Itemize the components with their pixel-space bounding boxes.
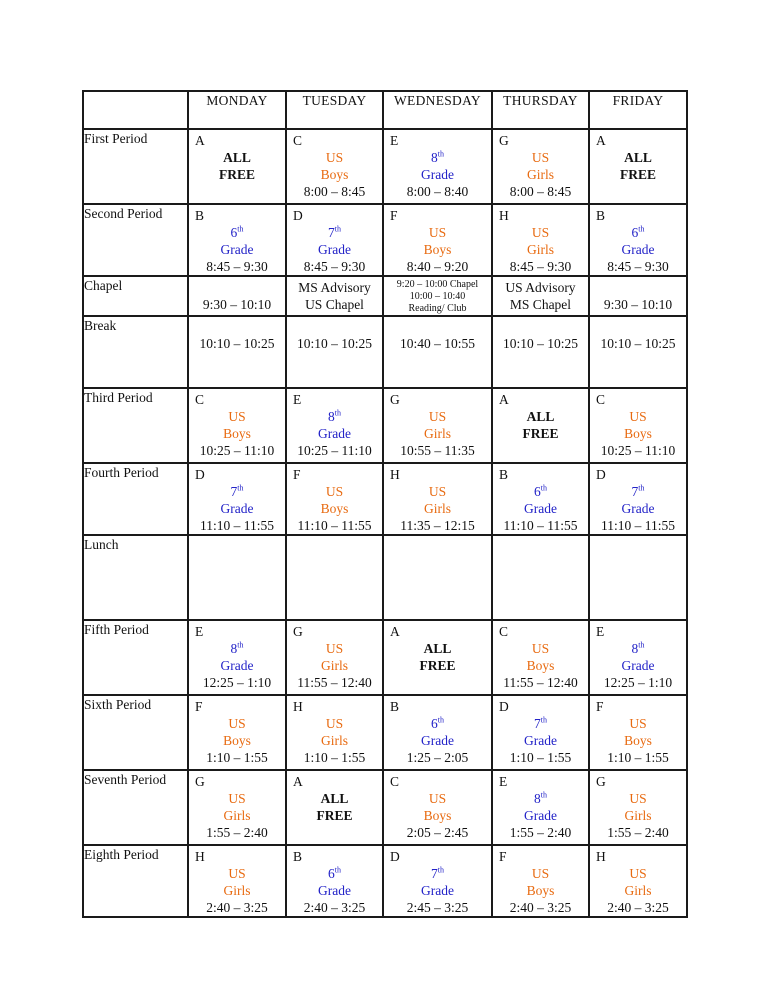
time-range: 1:10 – 1:55: [303, 750, 366, 765]
slot-friday: [589, 276, 687, 316]
day-header-monday: MONDAY: [188, 91, 286, 129]
block-code: A: [390, 624, 400, 639]
block-code: C: [293, 133, 303, 148]
grade-number: 7th: [230, 483, 244, 499]
block-code: G: [195, 774, 205, 789]
period-label: Lunch: [83, 535, 188, 620]
grade-label: Grade: [524, 733, 557, 748]
block-code: A: [499, 392, 509, 407]
time-range: 8:00 – 8:45: [303, 184, 366, 199]
slot-thursday: [492, 204, 589, 276]
group-label: Girls: [424, 501, 451, 516]
time-range: 1:10 – 1:55: [206, 750, 268, 765]
division-label: US: [428, 225, 447, 240]
time-range: 10:10 – 10:25: [199, 336, 275, 351]
block-code: G: [293, 624, 303, 639]
free-label: ALL: [223, 150, 251, 165]
block-code: B: [390, 699, 400, 714]
block-code: A: [596, 133, 606, 148]
block-code: D: [293, 208, 303, 223]
group-label: Boys: [223, 426, 251, 441]
schedule-table: [82, 90, 688, 918]
division-label: US: [325, 150, 344, 165]
grade-number: 8th: [631, 640, 645, 656]
table-row: [83, 388, 687, 463]
block-code: B: [195, 208, 205, 223]
division-label: US: [228, 716, 246, 731]
grade-suffix: th: [437, 149, 444, 159]
period-label: First Period: [83, 129, 188, 204]
free-label: FREE: [316, 808, 353, 823]
slot-tuesday: [286, 463, 383, 535]
slot-tuesday: [286, 388, 383, 463]
grade-suffix: th: [334, 224, 341, 234]
slot-wednesday: [383, 129, 492, 204]
free-label: FREE: [419, 658, 456, 673]
slot-monday: [188, 695, 286, 770]
time-range: 10:10 – 10:25: [600, 336, 676, 351]
table-row: [83, 463, 687, 535]
division-label: US: [325, 641, 344, 656]
grade-number: 6th: [431, 715, 444, 731]
slot-tuesday: [286, 620, 383, 695]
table-row: [83, 316, 687, 388]
slot-wednesday: [383, 845, 492, 917]
grade-number: 8th: [230, 640, 244, 656]
division-label: US: [629, 791, 647, 806]
grade-label: Grade: [318, 426, 351, 441]
slot-friday: [589, 463, 687, 535]
slot-friday: [589, 204, 687, 276]
block-code: G: [390, 392, 400, 407]
time-range: 10:25 – 11:10: [297, 443, 372, 458]
period-label: Eighth Period: [83, 845, 188, 917]
free-label: ALL: [320, 791, 349, 806]
group-label: Girls: [624, 883, 652, 898]
division-label: US: [629, 866, 647, 881]
grade-number: 6th: [534, 483, 547, 499]
slot-monday: [188, 204, 286, 276]
time-range: 8:40 – 9:20: [406, 259, 469, 274]
group-label: Girls: [424, 426, 451, 441]
table-row: [83, 620, 687, 695]
time-range: 11:10 – 11:55: [601, 518, 675, 533]
slot-wednesday: [383, 770, 492, 845]
time-range: 10:10 – 10:25: [296, 336, 372, 351]
time-range: 10:25 – 11:10: [199, 443, 275, 458]
block-code: D: [499, 699, 509, 714]
slot-wednesday: [383, 463, 492, 535]
group-label: Boys: [320, 167, 349, 182]
grade-label: Grade: [220, 242, 254, 257]
group-label: Girls: [321, 658, 348, 673]
chapel-time: 9:20 – 10:00 Chapel: [396, 279, 479, 290]
time-range: 1:10 – 1:55: [509, 750, 572, 765]
grade-suffix: th: [638, 224, 645, 234]
slot-friday: [589, 535, 687, 620]
block-code: E: [596, 624, 605, 639]
time-range: 10:55 – 11:35: [400, 443, 475, 458]
grade-label: Grade: [421, 883, 454, 898]
header-row: [83, 91, 687, 129]
slot-thursday: [492, 316, 589, 388]
group-label: Girls: [223, 808, 251, 823]
grade-label: Grade: [621, 501, 655, 516]
block-code: H: [596, 849, 606, 864]
block-code: B: [293, 849, 303, 864]
group-label: Boys: [526, 883, 555, 898]
grade-label: Grade: [421, 167, 454, 182]
slot-thursday: [492, 463, 589, 535]
time-range: 11:10 – 11:55: [200, 518, 274, 533]
grade-suffix: th: [540, 790, 547, 800]
grade-number: 6th: [631, 224, 645, 240]
grade-number: 8th: [328, 408, 341, 424]
time-range: 11:55 – 12:40: [503, 675, 578, 690]
time-range: 2:05 – 2:45: [406, 825, 469, 840]
division-label: US: [228, 791, 246, 806]
slot-tuesday: [286, 129, 383, 204]
time-range: 12:25 – 1:10: [202, 675, 272, 690]
block-code: D: [390, 849, 400, 864]
slot-tuesday: [286, 204, 383, 276]
group-label: Boys: [423, 808, 452, 823]
time-range: 11:10 – 11:55: [503, 518, 578, 533]
slot-monday: [188, 620, 286, 695]
time-range: 9:30 – 10:10: [202, 297, 272, 312]
period-label: Fourth Period: [83, 463, 188, 535]
slot-wednesday: [383, 316, 492, 388]
division-label: US: [531, 225, 550, 240]
chapel-label: US Chapel: [305, 297, 364, 312]
grade-label: Grade: [220, 501, 254, 516]
grade-number: 6th: [328, 865, 341, 881]
group-label: Boys: [526, 658, 555, 673]
division-label: US: [531, 866, 550, 881]
grade-number: 7th: [431, 865, 444, 881]
slot-tuesday: [286, 770, 383, 845]
table-row: [83, 770, 687, 845]
grade-label: Grade: [220, 658, 254, 673]
grade-suffix: th: [638, 640, 645, 650]
time-range: 9:30 – 10:10: [603, 297, 673, 312]
block-code: A: [195, 133, 205, 148]
slot-thursday: [492, 770, 589, 845]
advisory-label: MS Advisory: [298, 280, 371, 295]
group-label: Girls: [321, 733, 348, 748]
grade-label: Grade: [318, 242, 351, 257]
time-range: 8:45 – 9:30: [303, 259, 366, 274]
slot-friday: [589, 388, 687, 463]
division-label: US: [228, 409, 246, 424]
grade-label: Grade: [318, 883, 351, 898]
grade-label: Grade: [524, 501, 557, 516]
block-code: E: [499, 774, 508, 789]
free-label: FREE: [218, 167, 255, 182]
time-range: 2:40 – 3:25: [303, 900, 366, 915]
grade-number: 6th: [230, 224, 244, 240]
grade-suffix: th: [540, 715, 547, 725]
division-label: US: [428, 409, 447, 424]
block-code: G: [499, 133, 509, 148]
slot-monday: [188, 129, 286, 204]
block-code: G: [596, 774, 606, 789]
free-label: FREE: [522, 426, 559, 441]
time-range: 1:55 – 2:40: [607, 825, 669, 840]
period-label: Chapel: [83, 276, 188, 316]
group-label: Girls: [223, 883, 251, 898]
grade-number: 7th: [534, 715, 547, 731]
slot-thursday: [492, 129, 589, 204]
slot-tuesday: [286, 845, 383, 917]
period-label: Second Period: [83, 204, 188, 276]
time-range: 11:35 – 12:15: [400, 518, 475, 533]
block-code: F: [499, 849, 507, 864]
block-code: E: [195, 624, 204, 639]
grade-suffix: th: [540, 483, 547, 493]
group-label: Boys: [223, 733, 251, 748]
day-header-wednesday: WEDNESDAY: [383, 91, 492, 129]
block-code: F: [195, 699, 203, 714]
block-code: H: [499, 208, 509, 223]
period-label: Fifth Period: [83, 620, 188, 695]
slot-monday: [188, 770, 286, 845]
division-label: US: [325, 484, 344, 499]
grade-label: Grade: [621, 242, 655, 257]
slot-monday: [188, 535, 286, 620]
time-range: 1:10 – 1:55: [607, 750, 669, 765]
slot-thursday: [492, 620, 589, 695]
grade-suffix: th: [237, 224, 244, 234]
block-code: B: [499, 467, 509, 482]
group-label: Girls: [624, 808, 652, 823]
time-range: 1:55 – 2:40: [509, 825, 572, 840]
reading-club-label: Reading/ Club: [408, 303, 467, 314]
time-range: 10:25 – 11:10: [600, 443, 676, 458]
slot-tuesday: [286, 276, 383, 316]
block-code: C: [390, 774, 400, 789]
group-label: Boys: [624, 426, 652, 441]
block-code: B: [596, 208, 606, 223]
table-row: [83, 204, 687, 276]
division-label: US: [228, 866, 246, 881]
grade-suffix: th: [437, 865, 444, 875]
block-code: C: [195, 392, 205, 407]
time-range: 10:40 – 10:55: [399, 336, 475, 351]
grade-label: Grade: [421, 733, 454, 748]
division-label: US: [428, 791, 447, 806]
slot-friday: [589, 316, 687, 388]
slot-thursday: [492, 845, 589, 917]
slot-monday: [188, 845, 286, 917]
slot-friday: [589, 845, 687, 917]
grade-label: Grade: [524, 808, 557, 823]
time-range: 8:00 – 8:45: [509, 184, 572, 199]
period-label: Sixth Period: [83, 695, 188, 770]
group-label: Boys: [624, 733, 652, 748]
slot-monday: [188, 388, 286, 463]
group-label: Boys: [320, 501, 349, 516]
slot-tuesday: [286, 695, 383, 770]
grade-suffix: th: [237, 483, 244, 493]
block-code: F: [390, 208, 398, 223]
block-code: C: [596, 392, 606, 407]
table-row: [83, 129, 687, 204]
block-code: H: [195, 849, 205, 864]
time-range: 2:40 – 3:25: [509, 900, 572, 915]
free-label: FREE: [619, 167, 656, 182]
slot-tuesday: [286, 535, 383, 620]
slot-tuesday: [286, 316, 383, 388]
slot-monday: [188, 316, 286, 388]
grade-suffix: th: [638, 483, 645, 493]
division-label: US: [428, 484, 447, 499]
free-label: ALL: [624, 150, 652, 165]
division-label: US: [629, 409, 647, 424]
grade-number: 8th: [534, 790, 547, 806]
slot-thursday: [492, 535, 589, 620]
time-range: 2:45 – 3:25: [406, 900, 469, 915]
time-range: 8:00 – 8:40: [406, 184, 469, 199]
time-range: 1:55 – 2:40: [206, 825, 268, 840]
period-label: Break: [83, 316, 188, 388]
day-header-friday: FRIDAY: [589, 91, 687, 129]
grade-suffix: th: [334, 865, 341, 875]
time-range: 11:55 – 12:40: [297, 675, 372, 690]
corner-cell: [83, 91, 188, 129]
period-label: Third Period: [83, 388, 188, 463]
time-range: 2:40 – 3:25: [607, 900, 669, 915]
free-label: ALL: [423, 641, 452, 656]
slot-wednesday: [383, 204, 492, 276]
slot-wednesday: [383, 535, 492, 620]
grade-number: 7th: [328, 224, 341, 240]
grade-label: Grade: [621, 658, 655, 673]
slot-wednesday: [383, 276, 492, 316]
block-code: F: [293, 467, 301, 482]
table-row: [83, 845, 687, 917]
free-label: ALL: [526, 409, 555, 424]
time-range: 11:10 – 11:55: [297, 518, 372, 533]
day-header-tuesday: TUESDAY: [286, 91, 383, 129]
time-range: 10:10 – 10:25: [502, 336, 578, 351]
time-range: 8:45 – 9:30: [509, 259, 572, 274]
slot-wednesday: [383, 620, 492, 695]
block-code: D: [195, 467, 205, 482]
slot-thursday: [492, 388, 589, 463]
time-range: 12:25 – 1:10: [603, 675, 673, 690]
advisory-label: US Advisory: [505, 280, 576, 295]
grade-number: 7th: [631, 483, 645, 499]
table-row: [83, 276, 687, 316]
period-label: Seventh Period: [83, 770, 188, 845]
reading-time: 10:00 – 10:40: [409, 291, 466, 302]
block-code: C: [499, 624, 509, 639]
division-label: US: [629, 716, 647, 731]
chapel-label: MS Chapel: [509, 297, 572, 312]
grade-suffix: th: [437, 715, 444, 725]
block-code: E: [293, 392, 302, 407]
division-label: US: [531, 641, 550, 656]
grade-number: 8th: [431, 149, 444, 165]
time-range: 1:25 – 2:05: [406, 750, 469, 765]
block-code: D: [596, 467, 606, 482]
block-code: F: [596, 699, 604, 714]
group-label: Girls: [527, 167, 554, 182]
group-label: Girls: [527, 242, 554, 257]
slot-friday: [589, 129, 687, 204]
slot-wednesday: [383, 695, 492, 770]
slot-monday: [188, 463, 286, 535]
time-range: 2:40 – 3:25: [206, 900, 268, 915]
block-code: A: [293, 774, 303, 789]
day-header-thursday: THURSDAY: [492, 91, 589, 129]
time-range: 8:45 – 9:30: [607, 259, 669, 274]
slot-friday: [589, 620, 687, 695]
grade-suffix: th: [237, 640, 244, 650]
grade-suffix: th: [334, 408, 341, 418]
slot-thursday: [492, 695, 589, 770]
block-code: E: [390, 133, 399, 148]
slot-thursday: [492, 276, 589, 316]
division-label: US: [325, 716, 344, 731]
division-label: US: [531, 150, 550, 165]
block-code: H: [390, 467, 400, 482]
slot-friday: [589, 770, 687, 845]
time-range: 8:45 – 9:30: [206, 259, 268, 274]
table-row: [83, 695, 687, 770]
slot-monday: [188, 276, 286, 316]
group-label: Boys: [423, 242, 452, 257]
slot-wednesday: [383, 388, 492, 463]
table-row: [83, 535, 687, 620]
block-code: H: [293, 699, 303, 714]
slot-friday: [589, 695, 687, 770]
